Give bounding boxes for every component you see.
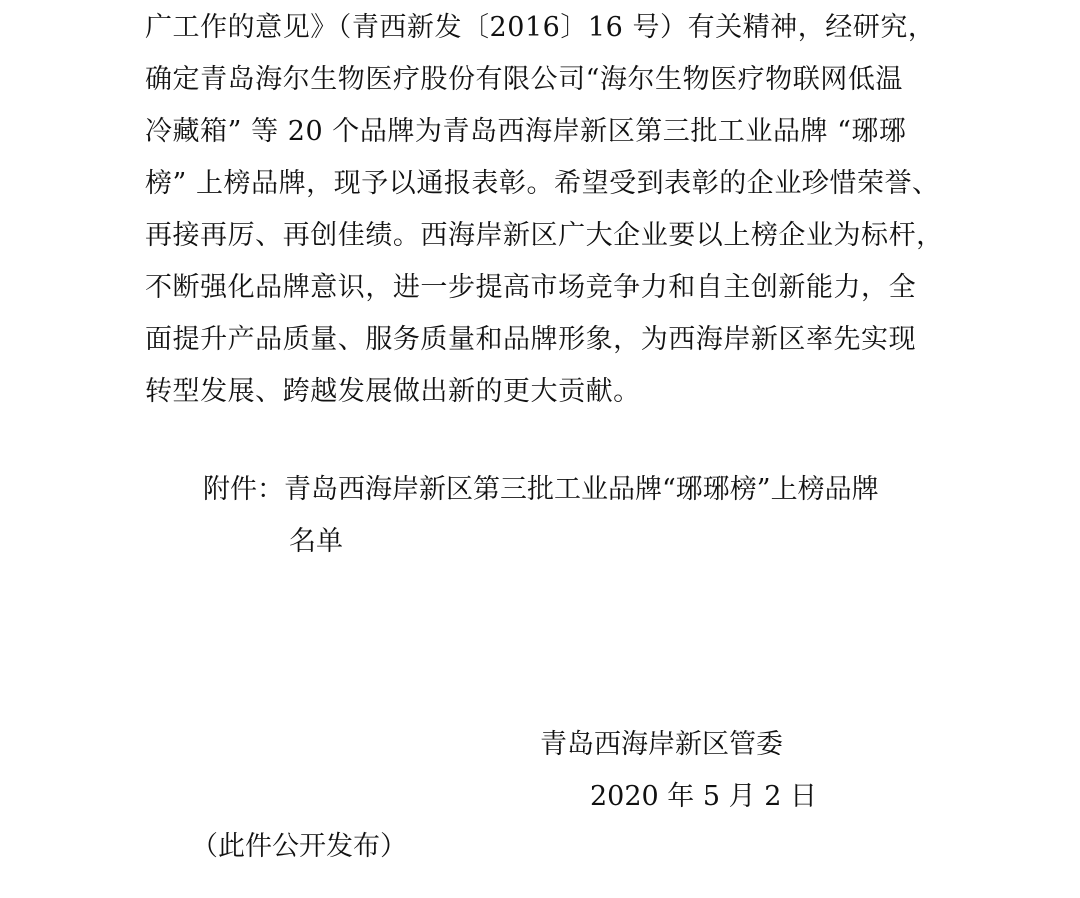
body-line-6: 不断强化品牌意识，进一步提高市场竞争力和自主创新能力，全 (145, 272, 917, 303)
issuer-name: 青岛西海岸新区管委 (540, 729, 783, 760)
body-line-7: 面提升产品质量、服务质量和品牌形象，为西海岸新区率先实现 (145, 324, 917, 355)
attachment-title: 附件：青岛西海岸新区第三批工业品牌“琊琊榜”上榜品牌 (203, 474, 879, 505)
body-line-4: 榜” 上榜品牌，现予以通报表彰。希望受到表彰的企业珍惜荣誉、 (145, 168, 940, 199)
body-line-8: 转型发展、跨越发展做出新的更大贡献。 (145, 376, 641, 407)
body-line-2: 确定青岛海尔生物医疗股份有限公司“海尔生物医疗物联网低温 (145, 64, 903, 95)
public-release-note: （此件公开发布） (191, 831, 407, 862)
body-line-3: 冷藏箱” 等 20 个品牌为青岛西海岸新区第三批工业品牌 “琊琊 (145, 116, 907, 147)
body-line-5: 再接再厉、再创佳绩。西海岸新区广大企业要以上榜企业为标杆， (145, 220, 944, 251)
issue-date: 2020 年 5 月 2 日 (590, 781, 817, 812)
body-line-1: 广工作的意见》（青西新发〔2016〕16 号）有关精神，经研究， (145, 12, 936, 43)
attachment-title-continued: 名单 (289, 526, 343, 557)
